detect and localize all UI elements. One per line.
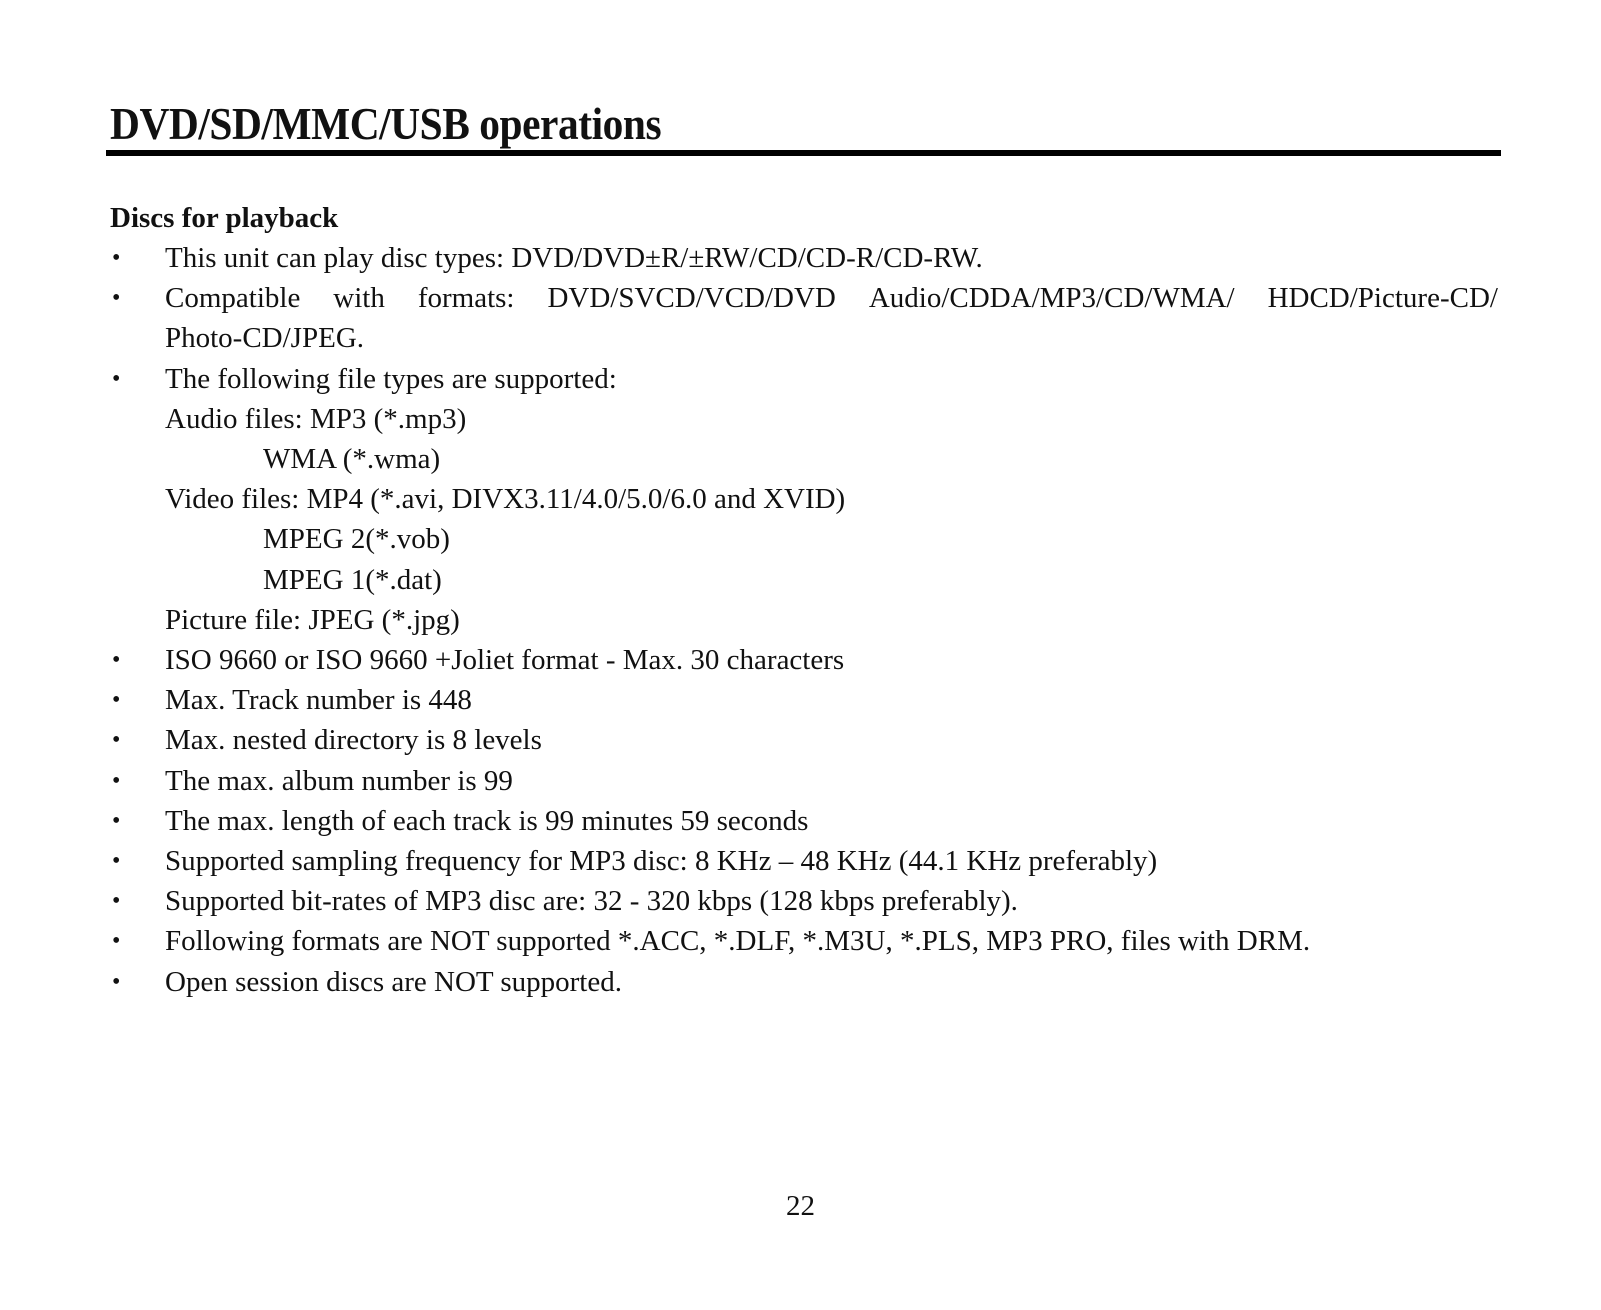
list-item-open-session — [110, 962, 1498, 1002]
bullet-icon: • — [112, 285, 121, 312]
page-content — [110, 198, 1498, 1002]
formats-word: HDCD/Picture-CD/ — [1267, 282, 1498, 315]
list-item-max-length — [110, 801, 1498, 841]
list-item-file-types — [110, 359, 1498, 399]
video-mpeg1-line: MPEG 1(*.dat) — [263, 563, 442, 596]
list-item-text: This unit can play disc types: DVD/DVD±R/±RW/CD/CD-R/CD-RW. — [165, 242, 983, 274]
formats-word: Audio/CDDA/MP3/CD/WMA/ — [868, 282, 1235, 315]
formats-word: formats: — [417, 282, 515, 315]
bullet-icon: • — [112, 968, 121, 995]
list-item-text: The following file types are supported: — [165, 362, 617, 395]
formats-continuation: Photo-CD/JPEG. — [165, 322, 365, 355]
list-item-nested-dir — [110, 720, 1498, 760]
bullet-icon: • — [112, 245, 121, 271]
bullet-icon: • — [112, 687, 121, 714]
video-mpeg2-line: MPEG 2(*.vob) — [263, 523, 450, 556]
picture-file-line: Picture file: JPEG (*.jpg) — [165, 603, 460, 636]
bullet-icon: • — [112, 888, 121, 915]
list-item-text: ISO 9660 or ISO 9660 +Joliet format - Max. 30 characters — [165, 644, 845, 677]
list-item-text: Max. Track number is 448 — [165, 684, 472, 717]
list-item-text: Open session discs are NOT supported. — [165, 965, 622, 998]
list-item-text: The max. album number is 99 — [165, 764, 513, 797]
bullet-icon: • — [112, 928, 121, 955]
list-item-text: Supported sampling frequency for MP3 disc: 8 KHz – 48 KHz (44.1 KHz preferably) — [165, 845, 1158, 878]
list-item-text: The max. length of each track is 99 minutes 59 seconds — [165, 804, 809, 837]
page-title: DVD/SD/MMC/USB operations — [110, 98, 662, 149]
video-files-line: Video files: MP4 (*.avi, DIVX3.11/4.0/5.0/6.0 and XVID) — [165, 483, 846, 516]
playback-list — [110, 238, 1498, 1002]
formats-word: with — [333, 282, 385, 315]
audio-wma-line: WMA (*.wma) — [263, 443, 441, 476]
list-item-max-track — [110, 680, 1498, 720]
list-item-bit-rates — [110, 881, 1498, 921]
bullet-icon: • — [112, 727, 121, 754]
formats-word: Compatible — [165, 282, 301, 315]
audio-files-line: Audio files: MP3 (*.mp3) — [165, 402, 467, 435]
formats-line — [165, 278, 1498, 318]
section-heading: Discs for playback — [110, 202, 339, 234]
list-item-text: Supported bit-rates of MP3 disc are: 32 - 320 kbps (128 kbps preferably). — [165, 885, 1018, 918]
bullet-icon: • — [112, 767, 121, 794]
list-item-iso-format — [110, 640, 1498, 680]
bullet-icon: • — [112, 848, 121, 875]
list-item-text: Following formats are NOT supported *.ACC, *.DLF, *.M3U, *.PLS, MP3 PRO, files with DRM. — [165, 925, 1311, 958]
title-underline-rule — [106, 150, 1501, 156]
list-item-max-album — [110, 761, 1498, 801]
list-item-text: Max. nested directory is 8 levels — [165, 724, 542, 757]
formats-word: DVD/SVCD/VCD/DVD — [547, 282, 836, 315]
list-item-formats — [110, 278, 1498, 318]
bullet-icon: • — [112, 365, 121, 392]
list-item-not-supported — [110, 921, 1498, 961]
list-item-disc-types — [110, 238, 1498, 278]
list-item-sampling-freq — [110, 841, 1498, 881]
page-number: 22 — [786, 1190, 815, 1222]
bullet-icon: • — [112, 807, 121, 834]
bullet-icon: • — [112, 647, 121, 674]
